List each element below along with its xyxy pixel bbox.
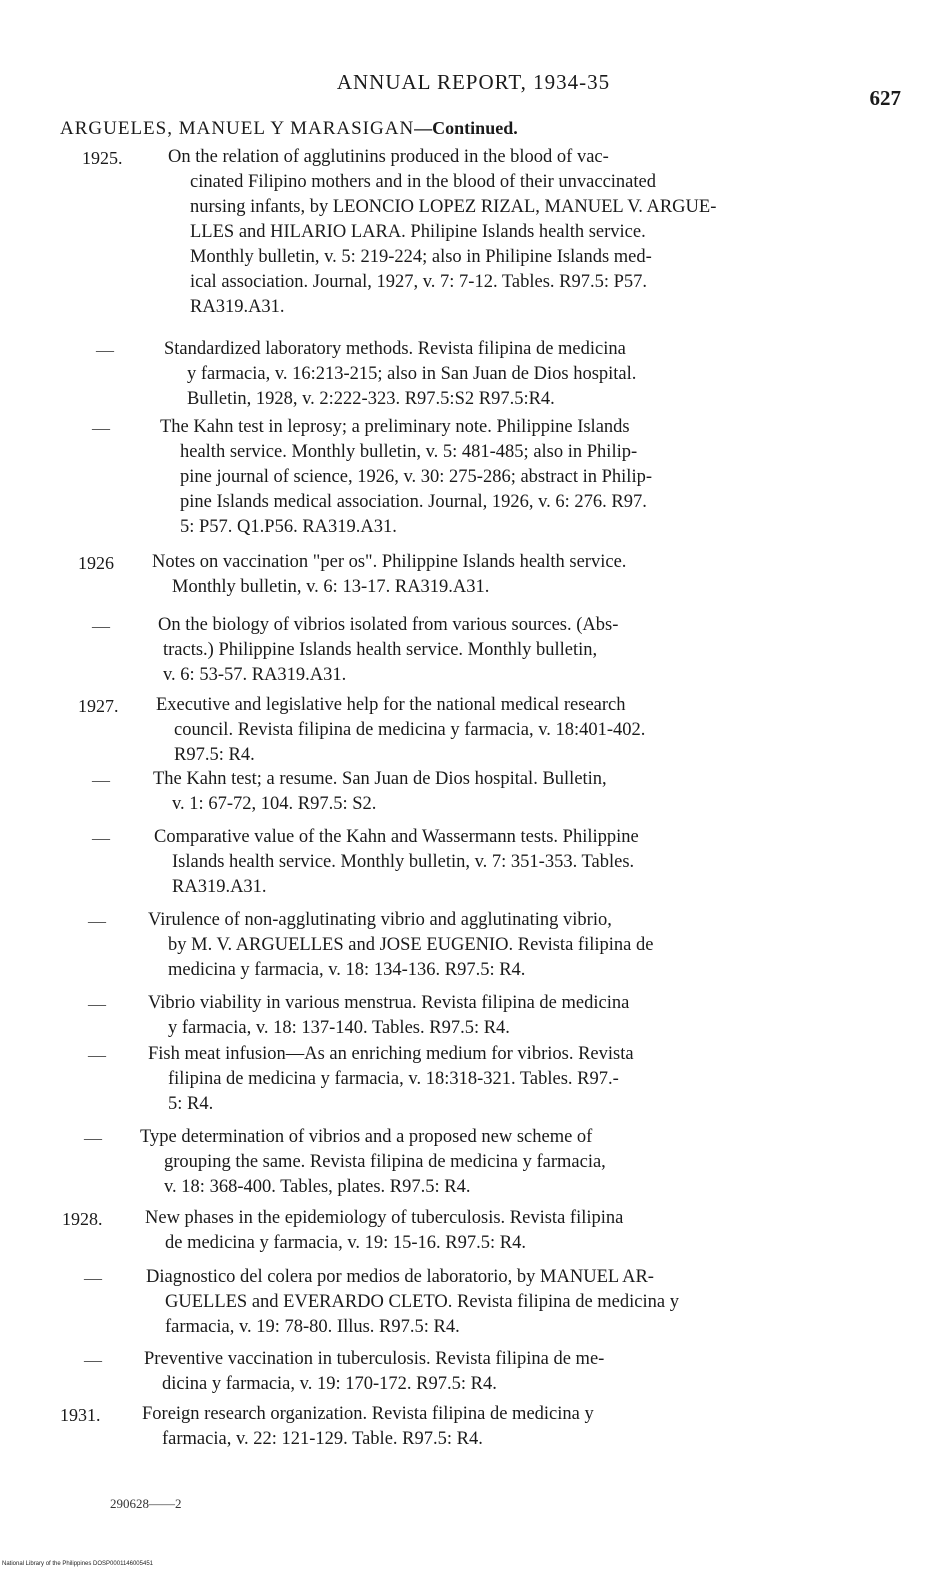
entry-line: Preventive vaccination in tuberculosis. Revista filipina de me- xyxy=(144,1349,605,1369)
entry-line: 5: R4. xyxy=(168,1094,214,1114)
entry-line: On the relation of agglutinins produced in the blood of vac- xyxy=(168,147,609,167)
entry-line: Vibrio viability in various menstrua. Revista filipina de medicina xyxy=(148,993,630,1013)
ditto-dash: — xyxy=(84,1268,102,1288)
signature-code: 290628——2 xyxy=(110,1496,182,1511)
entry-line: Comparative value of the Kahn and Wassermann tests. Philippine xyxy=(154,827,639,847)
ditto-dash: — xyxy=(84,1350,102,1370)
entry-line: GUELLES and EVERARDO CLETO. Revista filipina de medicina y xyxy=(165,1292,679,1312)
entry-line: dicina y farmacia, v. 19: 170-172. R97.5: R4. xyxy=(162,1374,497,1394)
entry-line: pine Islands medical association. Journal, 1926, v. 6: 276. R97. xyxy=(180,492,647,512)
entry-line: Notes on vaccination "per os". Philippine Islands health service. xyxy=(152,552,627,572)
entry-line: R97.5: R4. xyxy=(174,745,255,765)
entry-line: farmacia, v. 22: 121-129. Table. R97.5: R4. xyxy=(162,1429,483,1449)
entry-line: RA319.A31. xyxy=(190,297,285,317)
entry-line: LLES and HILARIO LARA. Philipine Islands health service. xyxy=(190,222,646,242)
ditto-dash: — xyxy=(84,1128,102,1148)
entry-line: Type determination of vibrios and a proposed new scheme of xyxy=(140,1127,593,1147)
page-number: 627 xyxy=(869,86,901,110)
library-stamp: National Library of the Philippines DOSP0001146005451 xyxy=(2,1561,153,1567)
entry-line: Fish meat infusion—As an enriching medium for vibrios. Revista xyxy=(148,1044,634,1064)
entry-line: medicina y farmacia, v. 18: 134-136. R97.5: R4. xyxy=(168,960,526,980)
entry-line: farmacia, v. 19: 78-80. Illus. R97.5: R4. xyxy=(165,1317,460,1337)
entry-line: Foreign research organization. Revista filipina de medicina y xyxy=(142,1404,594,1424)
ditto-dash: — xyxy=(96,340,114,360)
entry-line: The Kahn test in leprosy; a preliminary note. Philippine Islands xyxy=(160,417,630,437)
entry-line: ical association. Journal, 1927, v. 7: 7-12. Tables. R97.5: P57. xyxy=(190,272,648,292)
entry-line: health service. Monthly bulletin, v. 5: 481-485; also in Philip- xyxy=(180,442,638,462)
entry-line: Bulletin, 1928, v. 2:222-323. R97.5:S2 R97.5:R4. xyxy=(187,389,555,409)
entry-line: de medicina y farmacia, v. 19: 15-16. R97.5: R4. xyxy=(165,1233,527,1253)
ditto-dash: — xyxy=(92,616,110,636)
entry-year: 1925. xyxy=(82,148,123,168)
entry-year: 1928. xyxy=(62,1209,103,1229)
continued-label: —Continued. xyxy=(414,118,518,138)
entry-line: by M. V. ARGUELLES and JOSE EUGENIO. Revista filipina de xyxy=(168,935,654,955)
entry-line: Virulence of non-agglutinating vibrio and agglutinating vibrio, xyxy=(148,910,612,930)
ditto-dash: — xyxy=(92,418,110,438)
entry-line: pine journal of science, 1926, v. 30: 275-286; abstract in Philip- xyxy=(180,467,652,487)
author-name: ARGUELES, MANUEL Y MARASIGAN xyxy=(60,118,415,139)
entry-line: Executive and legislative help for the national medical research xyxy=(156,695,626,715)
ditto-dash: — xyxy=(88,994,106,1014)
entry-line: tracts.) Philippine Islands health service. Monthly bulletin, xyxy=(163,640,598,660)
entry-line: Monthly bulletin, v. 5: 219-224; also in Philipine Islands med- xyxy=(190,247,652,267)
author-heading xyxy=(60,118,518,140)
entry-line: grouping the same. Revista filipina de medicina y farmacia, xyxy=(164,1152,606,1172)
entry-line: v. 1: 67-72, 104. R97.5: S2. xyxy=(172,794,377,814)
entry-line: Standardized laboratory methods. Revista filipina de medicina xyxy=(164,339,626,359)
entry-line: council. Revista filipina de medicina y farmacia, v. 18:401-402. xyxy=(174,720,646,740)
entry-line: The Kahn test; a resume. San Juan de Dios hospital. Bulletin, xyxy=(153,769,607,789)
entry-line: nursing infants, by LEONCIO LOPEZ RIZAL, MANUEL V. ARGUE- xyxy=(190,197,717,217)
entry-line: y farmacia, v. 18: 137-140. Tables. R97.5: R4. xyxy=(168,1018,510,1038)
entry-year: 1926 xyxy=(78,553,114,573)
ditto-dash: — xyxy=(92,770,110,790)
entry-line: y farmacia, v. 16:213-215; also in San Juan de Dios hospital. xyxy=(187,364,637,384)
entry-line: Monthly bulletin, v. 6: 13-17. RA319.A31. xyxy=(172,577,490,597)
entry-line: Islands health service. Monthly bulletin, v. 7: 351-353. Tables. xyxy=(172,852,635,872)
ditto-dash: — xyxy=(88,1045,106,1065)
entry-line: cinated Filipino mothers and in the blood of their unvaccinated xyxy=(190,172,656,192)
entry-year: 1931. xyxy=(60,1405,101,1425)
entry-year: 1927. xyxy=(78,696,119,716)
entry-line: v. 6: 53-57. RA319.A31. xyxy=(163,665,347,685)
running-title: ANNUAL REPORT, 1934-35 xyxy=(336,70,611,94)
entry-line: RA319.A31. xyxy=(172,877,267,897)
entry-line: Diagnostico del colera por medios de laboratorio, by MANUEL AR- xyxy=(146,1267,654,1287)
entry-line: v. 18: 368-400. Tables, plates. R97.5: R4. xyxy=(164,1177,471,1197)
entry-line: 5: P57. Q1.P56. RA319.A31. xyxy=(180,517,397,537)
ditto-dash: — xyxy=(92,828,110,848)
ditto-dash: — xyxy=(88,911,106,931)
entry-line: On the biology of vibrios isolated from various sources. (Abs- xyxy=(158,615,619,635)
entry-line: New phases in the epidemiology of tuberculosis. Revista filipina xyxy=(145,1208,624,1228)
entry-line: filipina de medicina y farmacia, v. 18:318-321. Tables. R97.- xyxy=(168,1069,619,1089)
